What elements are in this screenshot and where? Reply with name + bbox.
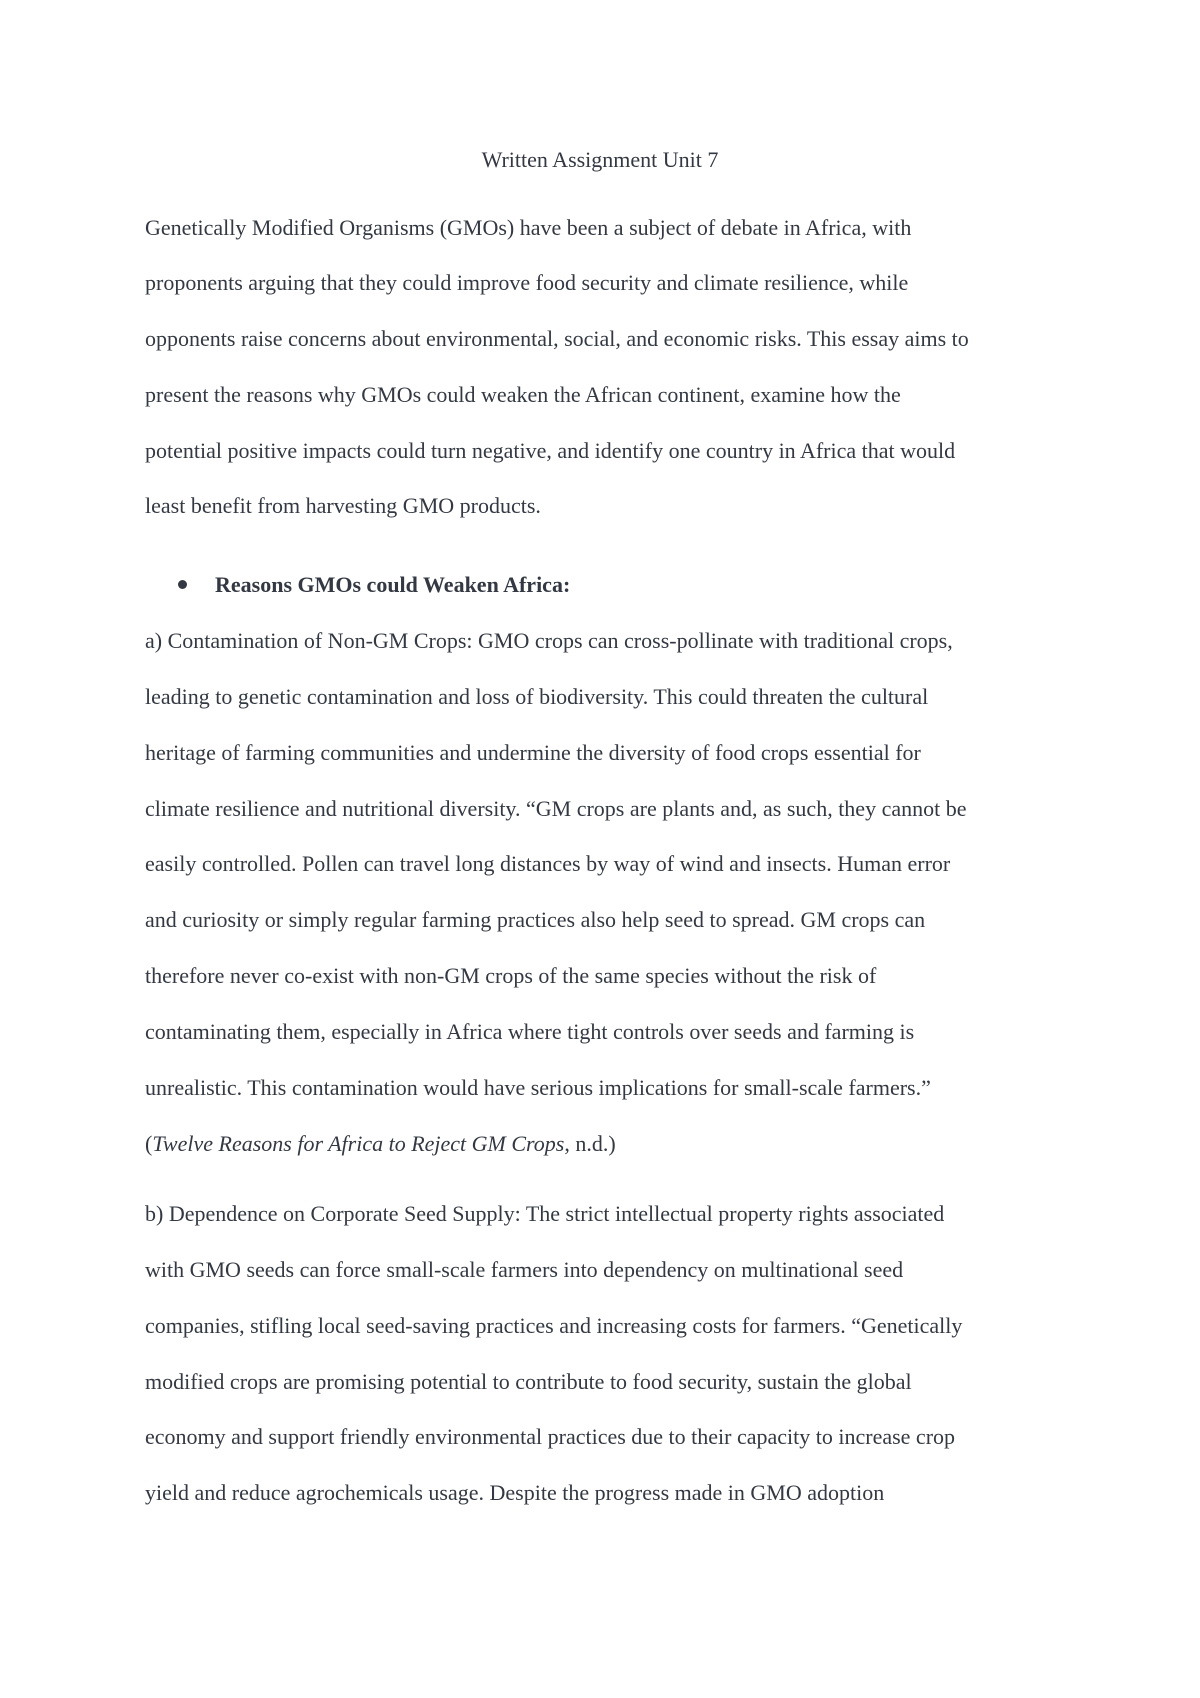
section-b-line: companies, stifling local seed-saving practices and increasing costs for farmers. “Genetically <box>145 1313 963 1338</box>
section-a-line: heritage of farming communities and undermine the diversity of food crops essential for <box>145 740 921 765</box>
citation <box>145 1129 616 1159</box>
section-b-line: economy and support friendly environmental practices due to their capacity to increase crop <box>145 1424 956 1449</box>
document-title: Written Assignment Unit 7 <box>481 147 719 172</box>
section-b-line: yield and reduce agrochemicals usage. Despite the progress made in GMO adoption <box>145 1480 885 1505</box>
section-a-line: leading to genetic contamination and loss of biodiversity. This could threaten the cultural <box>145 684 929 709</box>
section-a-line: easily controlled. Pollen can travel long distances by way of wind and insects. Human error <box>145 851 951 876</box>
section-a-line: therefore never co-exist with non-GM crops of the same species without the risk of <box>145 963 877 988</box>
section-a-line: and curiosity or simply regular farming practices also help seed to spread. GM crops can <box>145 907 926 932</box>
bullet-dot-icon <box>178 580 187 589</box>
citation-rest: , n.d.) <box>564 1131 616 1156</box>
citation-open: ( <box>145 1131 153 1156</box>
section-a-line: climate resilience and nutritional diversity. “GM crops are plants and, as such, they cannot be <box>145 796 967 821</box>
intro-line: opponents raise concerns about environmental, social, and economic risks. This essay aims to <box>145 326 969 351</box>
section-b-line: modified crops are promising potential to contribute to food security, sustain the global <box>145 1369 912 1394</box>
section-a-line: unrealistic. This contamination would have serious implications for small-scale farmers.” <box>145 1075 931 1100</box>
intro-line: potential positive impacts could turn negative, and identify one country in Africa that would <box>145 438 956 463</box>
section-a-line: contaminating them, especially in Africa where tight controls over seeds and farming is <box>145 1019 915 1044</box>
section-b-line: with GMO seeds can force small-scale farmers into dependency on multinational seed <box>145 1257 904 1282</box>
section-a-line: a) Contamination of Non-GM Crops: GMO crops can cross-pollinate with traditional crops, <box>145 628 953 653</box>
section-b-line: b) Dependence on Corporate Seed Supply: The strict intellectual property rights associated <box>145 1201 945 1226</box>
intro-line: present the reasons why GMOs could weaken the African continent, examine how the <box>145 382 901 407</box>
intro-line: least benefit from harvesting GMO products. <box>145 493 541 518</box>
intro-line: proponents arguing that they could improve food security and climate resilience, while <box>145 270 909 295</box>
bullet-heading: Reasons GMOs could Weaken Africa: <box>215 572 571 597</box>
bullet-item <box>178 570 570 600</box>
citation-title: Twelve Reasons for Africa to Reject GM Crops <box>152 1131 565 1156</box>
intro-line: Genetically Modified Organisms (GMOs) have been a subject of debate in Africa, with <box>145 215 912 240</box>
